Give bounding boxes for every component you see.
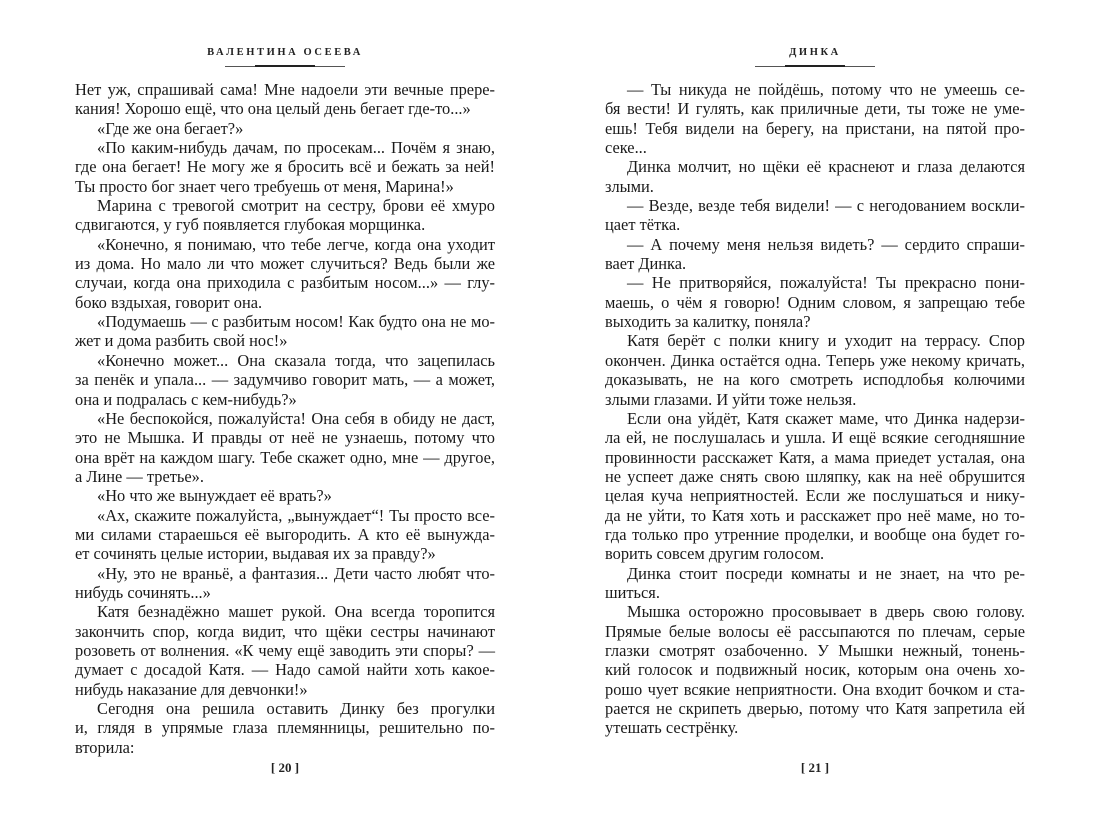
text-line: да не уйти, то Катя хоть и расскажет про неё маме, но то- [605, 505, 1025, 525]
text-line: а Лине — третье». [75, 466, 204, 486]
text-line: — А почему меня нельзя видеть? — сердито спраши- [627, 234, 1025, 254]
text-line: «Но что же вынуждает её врать?» [97, 486, 332, 506]
text-line: из дома. Но мало ли что может случиться? Ведь были же [75, 254, 495, 274]
text-line: ет сочинять целые истории, выдавая их за правду?» [75, 544, 436, 564]
text-line: сдвигаются, у губ появляется глубокая морщинка. [75, 215, 426, 235]
text-line: ла ей, не послушалась и ушла. И ещё всякие сегодняшние [605, 428, 1025, 448]
text-line: выходить за калитку, поняла? [605, 312, 811, 332]
text-line: кий голосок и подвижный носик, которым она очень хо- [605, 660, 1025, 680]
text-line: случаи, когда она приходила с разбитым носом...» — глу- [75, 273, 495, 293]
text-line: за пенёк и упала... — задумчиво говорит мать, — а может, [75, 370, 495, 390]
text-line: — Ты никуда не пойдёшь, потому что не умеешь се- [627, 80, 1025, 99]
text-line: вторила: [75, 737, 135, 757]
text-line: не успеет даже снять свою шляпку, как на неё обрушится [605, 466, 1025, 486]
text-line: вает Динка. [605, 254, 687, 274]
right-page [605, 0, 1025, 825]
text-line: Ты просто бог знает чего требуешь от меня, Марина!» [75, 176, 454, 196]
text-line: где она бегает! Не могу же я бросить всё и бежать за ней! [75, 157, 495, 177]
text-line: шиться. [605, 582, 660, 602]
text-line: — Везде, везде тебя видели! — с негодованием воскли- [627, 196, 1025, 216]
text-line: нибудь сочинять...» [75, 582, 211, 602]
text-line: цает тётка. [605, 215, 681, 235]
text-line: «Ах, скажите пожалуйста, „вынуждает“! Ты просто все- [97, 505, 495, 525]
left-running-head: ВАЛЕНТИНА ОСЕЕВА [207, 47, 363, 58]
text-line: это не Мышка. И правды от неё не узнаешь, потому что [75, 428, 495, 448]
text-line: ворить совсем другим голосом. [605, 544, 825, 564]
text-line: Катя берёт с полки книгу и уходит на террасу. Спор [627, 331, 1025, 351]
text-line: рошо чует всякие неприятности. Она входит бочком и ста- [605, 679, 1025, 699]
right-running-head: ДИНКА [789, 47, 841, 58]
right-body-text [605, 80, 1025, 738]
text-line: злыми. [605, 176, 654, 196]
left-page-number: [ 20 ] [270, 760, 300, 775]
left-page [75, 0, 495, 825]
text-line: гда только про утренние проделки, и вообще она будет го- [605, 524, 1025, 544]
text-line: розоветь от волнения. «К чему ещё заводить эти споры? — [75, 640, 495, 660]
text-line: «По каким-нибудь дачам, по просекам... Почём я знаю, [97, 138, 495, 158]
text-line: Марина с тревогой смотрит на сестру, брови её хмуро [97, 196, 495, 216]
text-line: Динка стоит посреди комнаты и не знает, на что ре- [627, 563, 1025, 583]
text-line: секе... [605, 138, 647, 158]
text-line: Катя безнадёжно машет рукой. Она всегда торопится [97, 602, 495, 622]
text-line: Прямые белые волосы её рассыпаются по плечам, серые [605, 621, 1025, 641]
text-line: — Не притворяйся, пожалуйста! Ты прекрасно пони- [627, 273, 1025, 293]
text-line: доказывать, не на кого смотреть исподлобья колючими [605, 370, 1025, 390]
text-line: жет и дома разбить свой нос!» [75, 331, 288, 351]
right-running-rule [755, 66, 875, 67]
text-line: Мышка осторожно просовывает в дверь свою голову. [627, 602, 1025, 622]
text-line: нибудь наказание для девчонки!» [75, 679, 308, 699]
right-page-number: [ 21 ] [800, 760, 830, 775]
text-line: «Где же она бегает?» [97, 118, 244, 138]
text-line: «Подумаешь — с разбитым носом! Как будто она не мо- [97, 312, 495, 332]
text-line: рается не скрипеть дверью, потому что Катя запретила ей [605, 699, 1025, 718]
text-line: утешать сестрёнку. [605, 718, 739, 738]
text-line: «Конечно может... Она сказала тогда, что зацепилась [97, 350, 495, 370]
text-line: и, глядя в упрямые глаза племянницы, решительно по- [75, 718, 495, 738]
text-line: злыми глазами. И уйти тоже нельзя. [605, 389, 857, 409]
left-body-text [75, 80, 495, 757]
left-running-rule [225, 66, 345, 67]
text-line: закончить спор, когда видит, что щёки сестры начинают [75, 621, 495, 641]
text-line: «Ну, это не враньё, а фантазия... Дети часто любят что- [97, 563, 495, 583]
text-line: кания! Хорошо ещё, что она целый день бегает где-то...» [75, 99, 471, 119]
text-line: провинности расскажет Катя, а мама приедет усталая, она [605, 447, 1025, 467]
text-line: Сегодня она решила оставить Динку без прогулки [97, 699, 495, 718]
text-line: глазки смотрят озабоченно. У Мышки нежный, тонень- [605, 640, 1025, 660]
text-line: «Не беспокойся, пожалуйста! Она себя в обиду не даст, [97, 408, 495, 428]
text-line: ешь! Тебя видели на берегу, на пристани, на пятой про- [605, 118, 1025, 138]
text-line: бя вести! И гулять, как приличные дети, ты тоже не уме- [605, 99, 1025, 119]
text-line: целая куча неприятностей. Если же послушаться и нику- [605, 486, 1025, 506]
text-line: Если она уйдёт, Катя скажет маме, что Динка надерзи- [627, 408, 1025, 428]
text-line: она врёт на каждом шагу. Тебе скажет одно, мне — другое, [75, 447, 495, 467]
text-line: думает с досадой Катя. — Надо самой найти хоть какое- [75, 660, 495, 680]
text-line: «Конечно, я понимаю, что тебе легче, когда она уходит [97, 234, 495, 254]
text-line: Динка молчит, но щёки её краснеют и глаза делаются [627, 157, 1025, 177]
text-line: маешь, о чём я говорю! Одним словом, я запрещаю тебе [605, 292, 1025, 312]
text-line: она и подралась с кем-нибудь?» [75, 389, 297, 409]
text-line: Нет уж, спрашивай сама! Мне надоели эти вечные прере- [75, 80, 495, 99]
text-line: боко вздыхая, говорит она. [75, 292, 263, 312]
text-line: ми силами стараешься её выгородить. А кто её вынужда- [75, 524, 495, 544]
text-line: окончен. Динка остаётся одна. Теперь уже некому кричать, [605, 350, 1025, 370]
